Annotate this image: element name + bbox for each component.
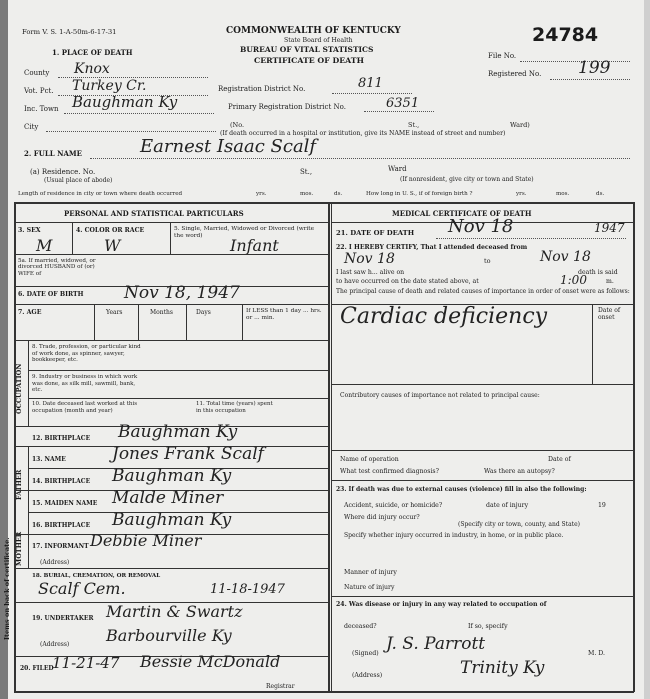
- informant-address-label: (Address): [40, 559, 70, 566]
- birthplace-label: 12. BIRTHPLACE: [32, 435, 91, 442]
- county-value: Knox: [74, 61, 110, 77]
- mother-birthplace-label: 16. BIRTHPLACE: [32, 522, 91, 529]
- disease-related-label: 24. Was disease or injury in any way related to occupation of: [336, 601, 547, 608]
- city-no-label: (No.: [230, 121, 245, 129]
- attended-to-label: to: [484, 257, 491, 265]
- registered-no-value: 199: [578, 58, 611, 78]
- injury-date-label: date of injury: [486, 502, 529, 509]
- date-of-death-value: Nov 18: [448, 216, 514, 237]
- city-st-label: St.,: [408, 121, 420, 129]
- autopsy-label: Was there an autopsy?: [484, 468, 555, 475]
- cause-of-death-value: Cardiac deficiency: [340, 304, 548, 329]
- informant-label: 17. INFORMANT: [32, 543, 89, 550]
- residence-st-label: St.,: [300, 168, 313, 176]
- residence-label: (a) Residence. No.: [30, 168, 96, 176]
- primary-district-label: Primary Registration District No.: [228, 103, 346, 111]
- medical-section-title: MEDICAL CERTIFICATE OF DEATH: [392, 209, 532, 218]
- total-time-label: 11. Total time (years) spent in this occupation: [196, 401, 273, 414]
- commonwealth-title: COMMONWEALTH OF KENTUCKY: [226, 26, 401, 36]
- contributory-label: Contributory causes of importance not related to principal cause:: [340, 392, 540, 399]
- file-no-label: File No.: [488, 52, 517, 60]
- how-long-mos: mos.: [556, 191, 570, 197]
- certificate-title: CERTIFICATE OF DEATH: [254, 56, 364, 65]
- sex-label: 3. SEX: [18, 227, 41, 234]
- informant-value: Debbie Miner: [90, 531, 202, 550]
- marital-label: 5. Single, Married, Widowed or Divorced (write the word): [174, 226, 315, 239]
- attended-to-value: Nov 18: [540, 249, 591, 265]
- inc-town-label: Inc. Town: [24, 105, 59, 113]
- personal-section-title: PERSONAL AND STATISTICAL PARTICULARS: [64, 209, 244, 218]
- physician-signature: J. S. Parrott: [386, 634, 486, 654]
- injury-year-label: 19: [598, 502, 606, 509]
- hospital-note: (If death occurred in a hospital or institution, give its NAME instead of street and number): [220, 130, 506, 137]
- scan-edge-right: [644, 0, 650, 699]
- vot-pct-value: Turkey Cr.: [72, 78, 147, 94]
- father-name-label: 13. NAME: [32, 456, 66, 463]
- color-label: 4. COLOR OR RACE: [76, 227, 145, 234]
- nonresident-note: (If nonresident, give city or town and State): [400, 176, 534, 183]
- trade-label: 8. Trade, profession, or particular kind of work done, as spinner, sawyer, bookkeeper, etc.: [32, 344, 141, 364]
- registrar-label: Registrar: [266, 683, 295, 690]
- specify-place-label: (Specify city or town, county, and State): [458, 521, 580, 528]
- color-value: W: [104, 236, 121, 255]
- md-label: M. D.: [588, 650, 605, 657]
- days-label: Days: [196, 309, 211, 316]
- less-than-label: If LESS than 1 day ... hrs. or ... min.: [246, 308, 322, 322]
- specify-whether-label: Specify whether injury occurred in industry, in home, or in public place.: [344, 532, 564, 539]
- registrar-value: Bessie McDonald: [140, 652, 281, 671]
- undertaker-address-label: (Address): [40, 641, 70, 648]
- spouse-label: 5a. If married, widowed, or divorced HUSBAND of (or) WIFE of: [18, 258, 96, 277]
- board-name: State Board of Health: [284, 37, 353, 44]
- county-label: County: [24, 69, 50, 77]
- date-of-death-year: 1947: [594, 221, 625, 235]
- residence-ward-label: Ward: [388, 165, 407, 173]
- certify-label: 22. I HEREBY CERTIFY, That I attended deceased from: [336, 244, 528, 251]
- last-saw-label: I last saw h... alive on: [336, 269, 405, 276]
- occurred-m-label: m.: [606, 278, 614, 285]
- years-label: Years: [106, 309, 123, 316]
- how-long-label: How long in U. S., if of foreign birth ?: [366, 191, 473, 197]
- length-ds: ds.: [334, 191, 343, 197]
- marital-value: Infant: [230, 236, 279, 255]
- physician-address-value: Trinity Ky: [460, 658, 545, 678]
- bureau-name: BUREAU OF VITAL STATISTICS: [240, 45, 374, 54]
- operation-date-label: Date of: [548, 456, 571, 463]
- principal-cause-label: The principal cause of death and related causes of importance in order of onset were as follows:: [336, 288, 630, 295]
- father-birthplace-label: 14. BIRTHPLACE: [32, 478, 91, 485]
- manner-label: Manner of injury: [344, 569, 397, 576]
- months-label: Months: [150, 309, 173, 316]
- registered-no-label: Registered No.: [488, 70, 542, 78]
- mother-maiden-value: Malde Miner: [112, 488, 224, 508]
- if-so-label: If so, specify: [468, 623, 508, 630]
- undertaker-label: 19. UNDERTAKER: [32, 615, 94, 622]
- filed-value: 11-21-47: [52, 654, 120, 672]
- birthplace-value: Baughman Ky: [118, 422, 238, 442]
- attended-from-value: Nov 18: [344, 251, 395, 267]
- city-label: City: [24, 123, 39, 131]
- test-label: What test confirmed diagnosis?: [340, 468, 439, 475]
- filed-label: 20. FILED: [20, 665, 54, 672]
- nature-label: Nature of injury: [344, 584, 395, 591]
- sex-value: M: [36, 236, 53, 255]
- city-ward-label: Ward): [510, 121, 530, 129]
- form-id: Form V. S. 1-A-50m-6-17-31: [22, 28, 117, 36]
- length-residence-label: Length of residence in city or town where death occurred: [18, 191, 183, 197]
- physician-address-label: (Address): [352, 672, 383, 679]
- external-causes-label: 23. If death was due to external causes (violence) fill in also the following:: [336, 486, 587, 493]
- father-name-value: Jones Frank Scalf: [112, 444, 264, 464]
- registration-district-label: Registration District No.: [218, 85, 306, 93]
- how-long-ds: ds.: [596, 191, 605, 197]
- mother-vertical: MOTHER: [15, 531, 23, 566]
- deceased-label: deceased?: [344, 623, 377, 630]
- registration-district-value: 811: [358, 76, 383, 91]
- length-yrs: yrs.: [256, 191, 267, 197]
- mother-maiden-label: 15. MAIDEN NAME: [32, 500, 98, 507]
- certificate-number: 24784: [532, 24, 599, 46]
- full-name-label: 2. FULL NAME: [24, 149, 83, 158]
- signed-label: (Signed): [352, 650, 379, 657]
- where-injury-label: Where did injury occur?: [344, 514, 420, 521]
- occupation-vertical: OCCUPATION: [15, 363, 23, 414]
- industry-label: 9. Industry or business in which work was done, as silk mill, sawmill, bank, etc.: [32, 374, 138, 394]
- full-name-value: Earnest Isaac Scalf: [140, 136, 317, 157]
- death-said-label: death is said: [578, 269, 618, 276]
- margin-note: Items on back of certificate.: [3, 537, 11, 640]
- how-long-yrs: yrs.: [516, 191, 527, 197]
- vot-pct-label: Vot. Pct.: [24, 87, 54, 95]
- occurred-label: to have occurred on the date stated above, at: [336, 278, 479, 285]
- place-of-death-label: 1. PLACE OF DEATH: [52, 48, 133, 57]
- undertaker-value: Martin & Swartz: [106, 602, 243, 621]
- date-of-death-label: 21. DATE OF DEATH: [336, 229, 415, 237]
- age-label: 7. AGE: [18, 309, 42, 316]
- last-worked-label: 10. Date deceased last worked at this occupation (month and year): [32, 401, 138, 414]
- inc-town-value: Baughman Ky: [72, 93, 178, 111]
- mother-birthplace-value: Baughman Ky: [112, 510, 232, 530]
- dob-label: 6. DATE OF BIRTH: [18, 291, 84, 298]
- undertaker-address-value: Barbourville Ky: [106, 626, 232, 645]
- dob-value: Nov 18, 1947: [124, 283, 240, 303]
- accident-label: Accident, suicide, or homicide?: [344, 502, 443, 509]
- occurred-time-value: 1:00: [560, 273, 587, 287]
- date-of-onset-label: Date of onset: [598, 307, 621, 322]
- burial-date-value: 11-18-1947: [210, 582, 285, 597]
- length-mos: mos.: [300, 191, 314, 197]
- father-birthplace-value: Baughman Ky: [112, 466, 232, 486]
- father-vertical: FATHER: [15, 469, 23, 500]
- operation-label: Name of operation: [340, 456, 399, 463]
- burial-value: Scalf Cem.: [38, 579, 126, 598]
- residence-sub: (Usual place of abode): [44, 177, 113, 184]
- burial-label: 18. BURIAL, CREMATION, OR REMOVAL: [32, 573, 161, 579]
- primary-district-value: 6351: [386, 96, 420, 111]
